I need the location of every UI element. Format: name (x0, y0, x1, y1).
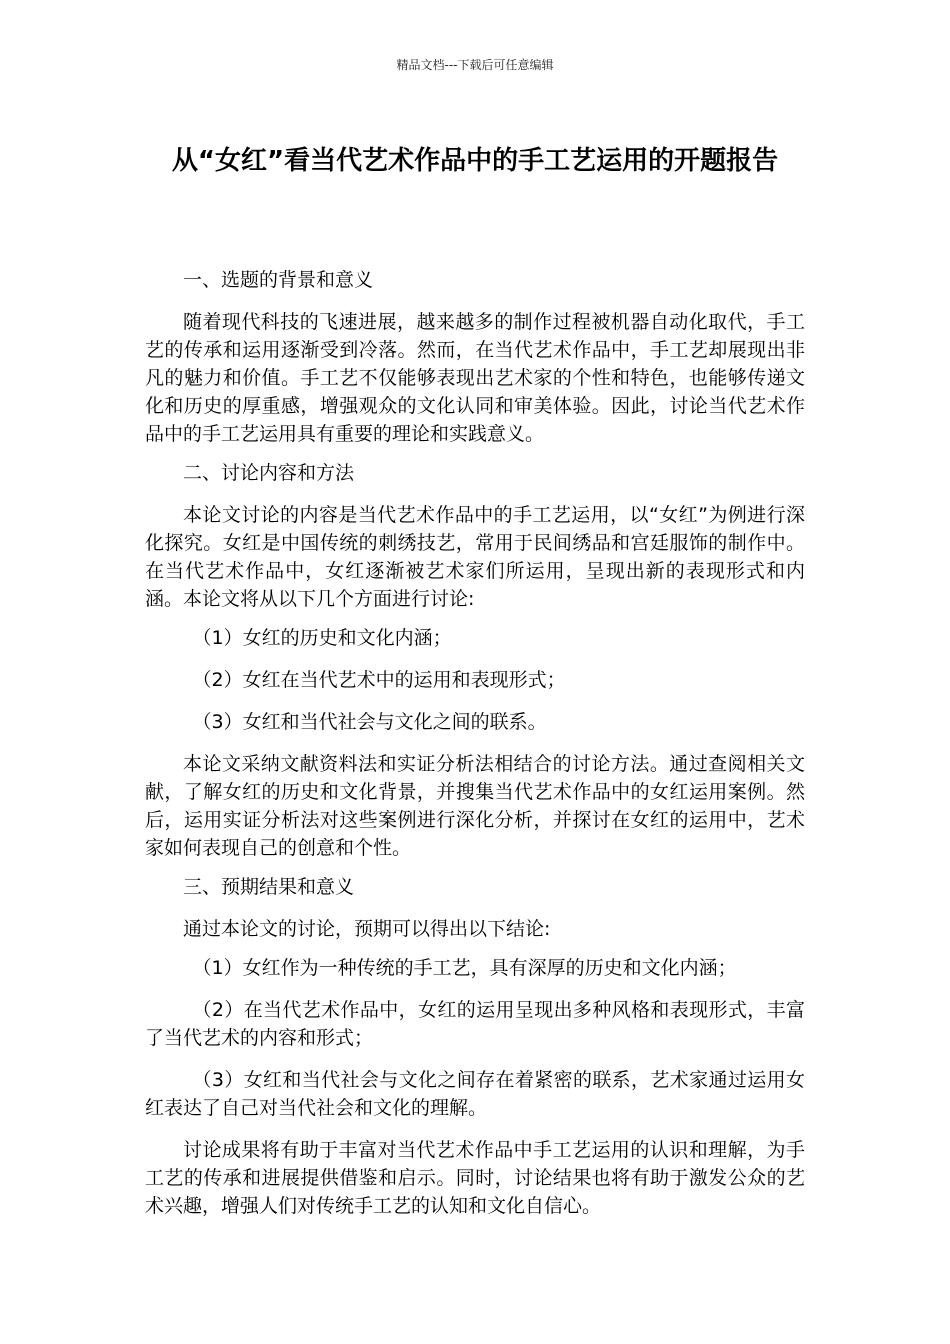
list-item: （3）女红和当代社会与文化之间的联系。 (192, 711, 547, 733)
section-heading-background: 一、选题的背景和意义 (183, 269, 374, 291)
list-item: （2）女红在当代艺术中的运用和表现形式； (192, 669, 566, 691)
page-header-note: 精品文档---下载后可任意编辑 (396, 58, 554, 72)
document-title: 从“女红”看当代艺术作品中的手工艺运用的开题报告 (171, 146, 779, 176)
list-item: （1）女红作为一种传统的手工艺，具有深厚的历史和文化内涵； (192, 957, 737, 979)
list-item: （3）女红和当代社会与文化之间存在着紧密的联系，艺术家通过运用女红表达了自己对当代社会和文化的理解。 (145, 1069, 805, 1119)
paragraph-research-method: 本论文采纳文献资料法和实证分析法相结合的讨论方法。通过查阅相关文献，了解女红的历史和文化背景，并搜集当代艺术作品中的女红运用案例。然后，运用实证分析法对这些案例进行深化分析，并探讨在女红的运用中，艺术家如何表现自己的创意和个性。 (145, 753, 805, 859)
section-heading-expected-results: 三、预期结果和意义 (183, 876, 355, 898)
paragraph-significance: 讨论成果将有助于丰富对当代艺术作品中手工艺运用的认识和理解，为手工艺的传承和进展提供借鉴和启示。同时，讨论结果也将有助于激发公众的艺术兴趣，增强人们对传统手工艺的认知和文化自信心。 (145, 1139, 805, 1217)
paragraph-expected-intro: 通过本论文的讨论，预期可以得出以下结论: (183, 918, 551, 940)
list-item: （2）在当代艺术作品中，女红的运用呈现出多种风格和表现形式，丰富了当代艺术的内容和形式； (145, 999, 805, 1049)
paragraph-background: 随着现代科技的飞速进展，越来越多的制作过程被机器自动化取代，手工艺的传承和运用逐渐受到冷落。然而，在当代艺术作品中，手工艺却展现出非凡的魅力和价值。手工艺不仅能够表现出艺术家的个性和特色，也能够传递文化和历史的厚重感，增强观众的文化认同和审美体验。因此，讨论当代艺术作品中的手工艺运用具有重要的理论和实践意义。 (145, 311, 805, 445)
section-heading-content-method: 二、讨论内容和方法 (183, 462, 355, 484)
list-item: （1）女红的历史和文化内涵； (192, 627, 452, 649)
document-body (145, 266, 805, 1231)
paragraph-research-content: 本论文讨论的内容是当代艺术作品中的手工艺运用，以“女红”为例进行深化探究。女红是中国传统的刺绣技艺，常用于民间绣品和宫廷服饰的制作中。在当代艺术作品中，女红逐渐被艺术家们所运用，呈现出新的表现形式和内涵。本论文将从以下几个方面进行讨论: (145, 504, 805, 610)
